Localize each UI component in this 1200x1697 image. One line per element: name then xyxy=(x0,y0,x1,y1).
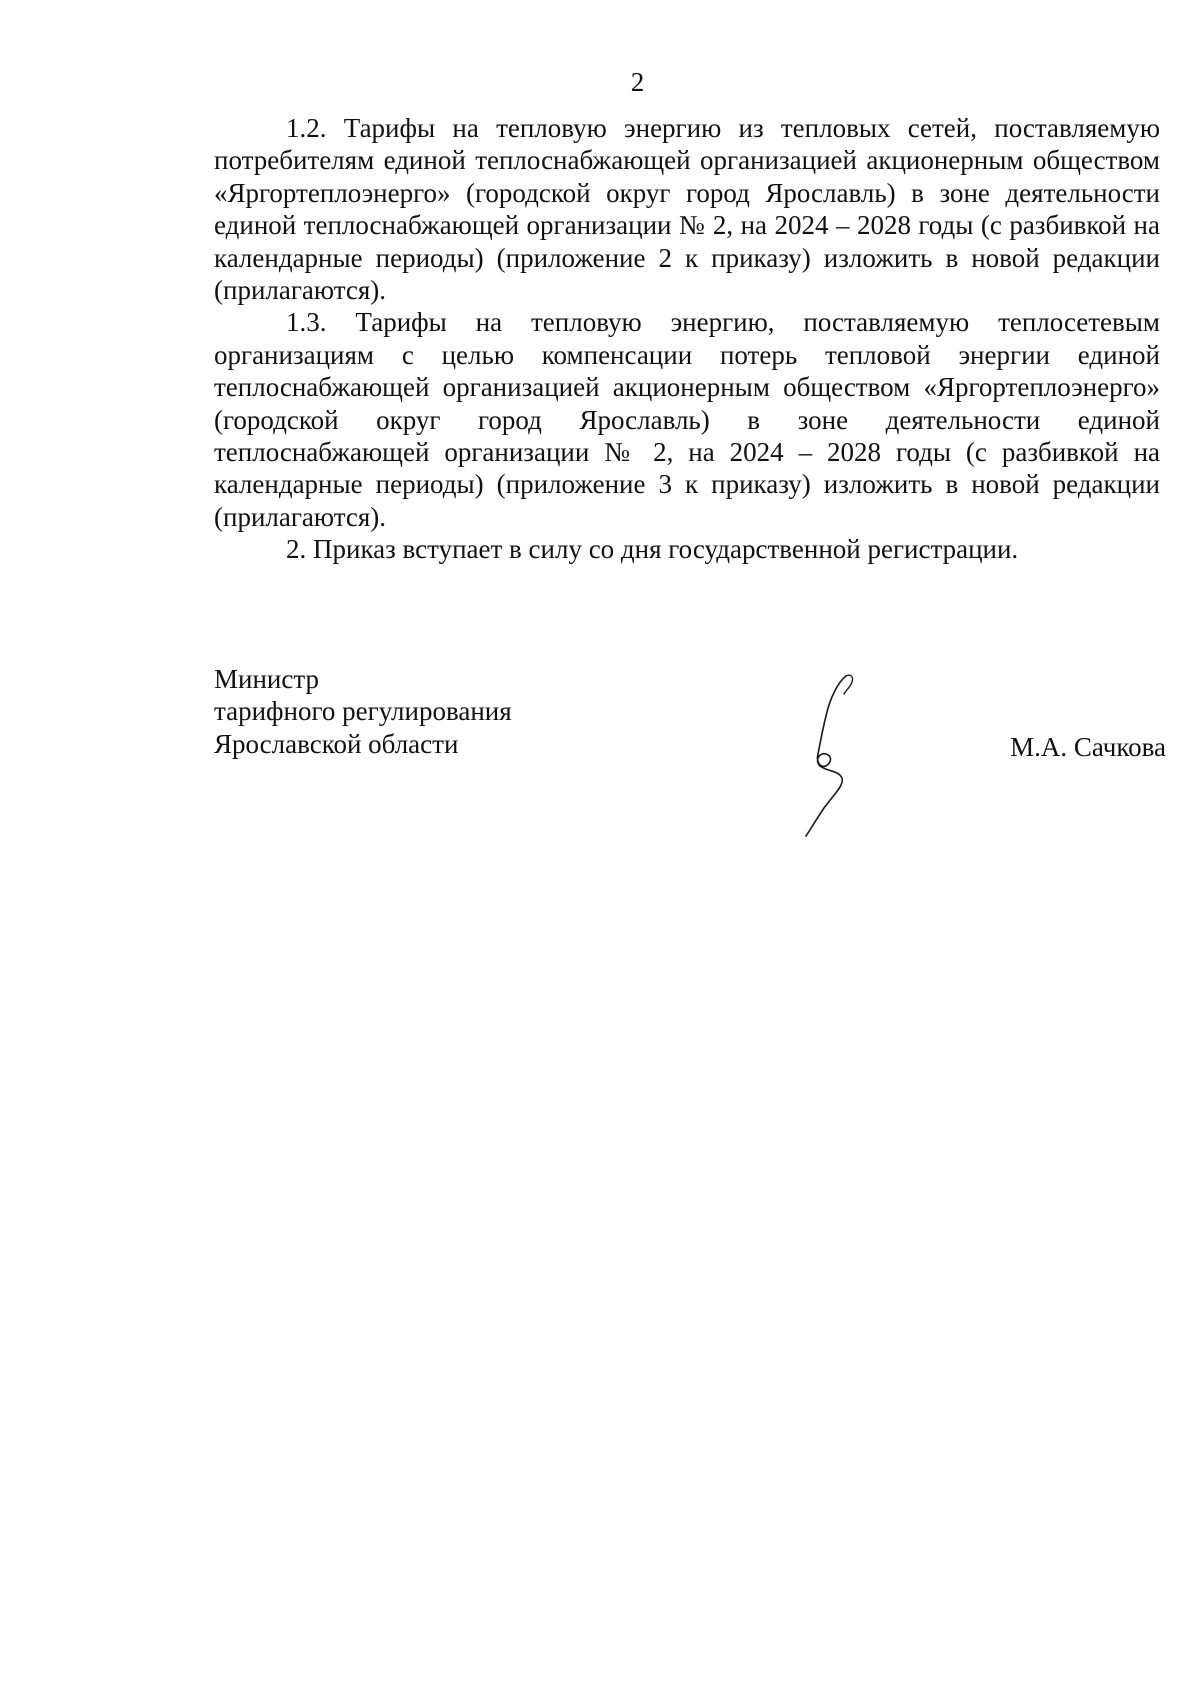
document-body xyxy=(214,112,1160,566)
position-line: тарифного регулирования xyxy=(214,696,512,727)
paragraph-1-3: 1.3. Тарифы на тепловую энергию, поставляемую теплосетевым организациям с целью компенсации потерь тепловой энергии единой теплоснабжающей организацией акционерным обществом «Яргортеплоэнерго» (городской округ город Ярославль) в зоне деятельности единой теплоснабжающей организации № 2, на 2024 – 2028 годы (с разбивкой на календарные периоды) (приложение 3 к приказу) изложить в новой редакции (прилагаются). xyxy=(214,307,1160,532)
page-number: 2 xyxy=(630,67,645,97)
position-line: Ярославской области xyxy=(214,728,459,759)
handwritten-signature xyxy=(790,668,890,838)
signatory-name: М.А. Сачкова xyxy=(1010,732,1166,762)
position-line: Министр xyxy=(214,664,319,694)
signatory-position xyxy=(214,663,512,760)
paragraph-2: 2. Приказ вступает в силу со дня государственной регистрации. xyxy=(286,534,1019,565)
paragraph-1-2: 1.2. Тарифы на тепловую энергию из тепловых сетей, поставляемую потребителям единой теплоснабжающей организацией акционерным обществом «Яргортеплоэнерго» (городской округ город Ярославль) в зоне деятельности единой теплоснабжающей организации № 2, на 2024 – 2028 годы (с разбивкой на календарные периоды) (приложение 2 к приказу) изложить в новой редакции (прилагаются). xyxy=(214,113,1160,306)
